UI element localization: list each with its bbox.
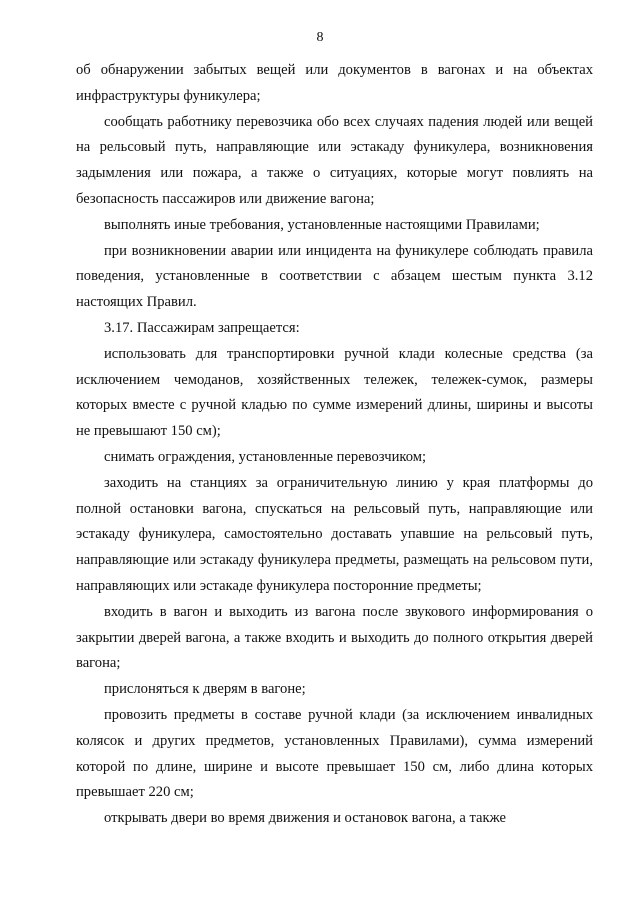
paragraph: открывать двери во время движения и остановок вагона, а также xyxy=(104,810,506,827)
paragraph: снимать ограждения, установленные перевозчиком; xyxy=(104,448,427,465)
paragraph: при возникновении аварии или инцидента на фуникулере соблюдать правила поведения, установленные в соответствии с абзацем шестым пункта 3.12 настоящих Правил. xyxy=(76,242,593,311)
paragraph: входить в вагон и выходить из вагона после звукового информирования о закрытии дверей вагона, а также входить и выходить до полного открытия дверей вагона; xyxy=(76,603,593,672)
paragraph: использовать для транспортировки ручной клади колесные средства (за исключением чемоданов, хозяйственных тележек, тележек-сумок, размеры которых вместе с ручной кладью по сумме измерений длины, ширины и высоты не превышают 150 см); xyxy=(76,345,593,440)
document-body xyxy=(76,58,593,832)
paragraph: об обнаружении забытых вещей или документов в вагонах и на объектах инфраструктуры фуникулера; xyxy=(76,62,593,104)
page-number: 8 xyxy=(316,30,324,45)
paragraph: провозить предметы в составе ручной клади (за исключением инвалидных колясок и других предметов, установленных Правилами), сумма измерений которой по длине, ширине и высоте превышает 150 см, либо длина которых превышает 220 см; xyxy=(76,706,593,801)
paragraph: выполнять иные требования, установленные настоящими Правилами; xyxy=(104,216,540,233)
paragraph: заходить на станциях за ограничительную линию у края платформы до полной остановки вагона, спускаться на рельсовый путь, направляющие или эстакаду фуникулера, самостоятельно доставать упавшие на рельсовый путь, направляющие или эстакаду фуникулера предметы, размещать на рельсовом пути, направляющих или эстакаде фуникулера посторонние предметы; xyxy=(76,474,593,594)
section-heading: 3.17. Пассажирам запрещается: xyxy=(104,319,300,336)
paragraph: сообщать работнику перевозчика обо всех случаях падения людей или вещей на рельсовый путь, направляющие или эстакаду фуникулера, возникновения задымления или пожара, а также о ситуациях, которые могут повлиять на безопасность пассажиров или движение вагона; xyxy=(76,113,593,207)
paragraph: прислоняться к дверям в вагоне; xyxy=(104,681,306,698)
